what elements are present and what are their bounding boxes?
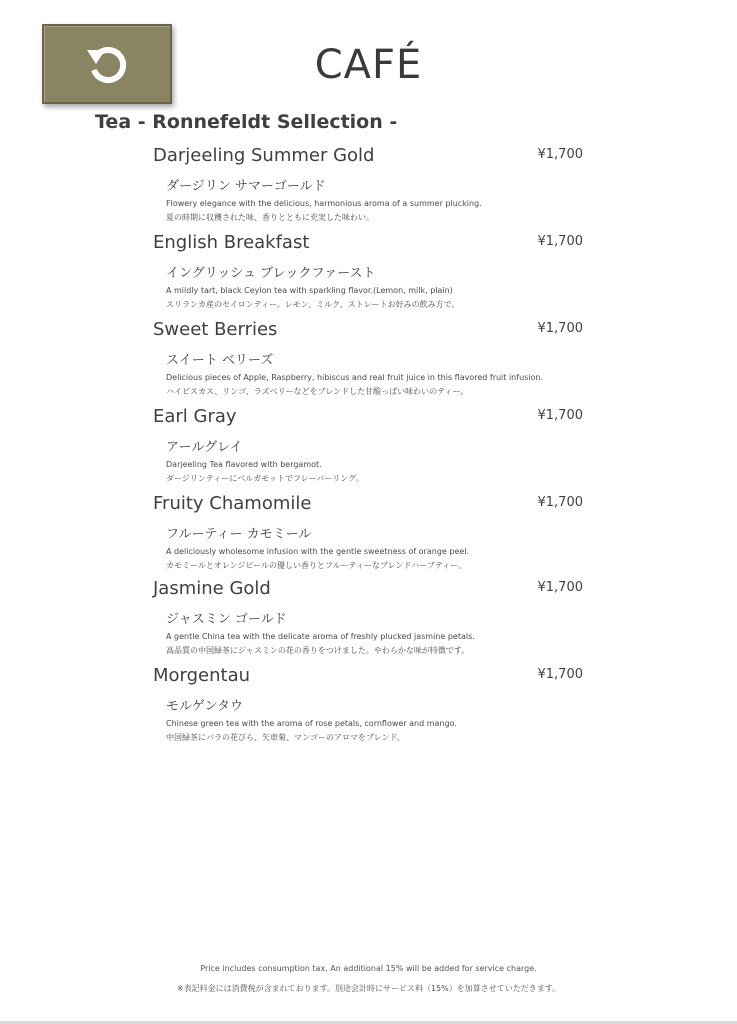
item-description-english: Flowery elegance with the delicious, harmonious aroma of a summer plucking. (166, 199, 482, 208)
menu-item (153, 578, 593, 658)
item-name-japanese: モルゲンタウ (166, 699, 243, 714)
service-charge-note-japanese: ※表記料金には消費税が含まれております。別途会計時にサービス料（15%）を加算させていただきます。 (176, 984, 561, 993)
item-name: Fruity Chamomile (153, 493, 312, 514)
item-price: ¥1,700 (537, 667, 583, 682)
item-name-japanese: イングリッシュ ブレックファースト (166, 266, 376, 281)
item-description-english: A mildly tart, black Ceylon tea with sparkling flavor.(Lemon, milk, plain) (166, 286, 453, 295)
item-description-japanese: カモミールとオレンジピールの優しい香りとフルーティーなブレンドハーブティー。 (166, 561, 466, 570)
item-description-japanese: 夏の時期に収穫された味、香りとともに充実した味わい。 (166, 213, 374, 222)
menu-item (153, 665, 593, 745)
item-name-japanese: スイート ベリーズ (166, 353, 274, 368)
item-description-japanese: スリランカ産のセイロンティー。レモン、ミルク、ストレートお好みの飲み方で。 (166, 300, 460, 309)
menu-item (153, 319, 593, 399)
item-description-english: Delicious pieces of Apple, Raspberry, hibiscus and real fruit juice in this flavored fruit infusion. (166, 373, 544, 382)
item-name: Sweet Berries (153, 319, 278, 340)
item-description-japanese: 高品質の中国緑茶にジャスミンの花の香りをつけました。やわらかな味が特徴です。 (166, 646, 470, 655)
item-description-english: A deliciously wholesome infusion with the gentle sweetness of orange peel. (166, 547, 470, 556)
item-description-japanese: 中国緑茶にバラの花びら、矢車菊、マンゴーのアロマをブレンド。 (166, 733, 405, 742)
item-name: Darjeeling Summer Gold (153, 145, 375, 166)
item-description-japanese: ダージリンティーにベルガモットでフレーバーリング。 (166, 474, 364, 483)
section-heading: Tea - Ronnefeldt Sellection - (95, 111, 398, 133)
item-price: ¥1,700 (537, 234, 583, 249)
menu-item (153, 406, 593, 486)
item-name: Jasmine Gold (153, 578, 271, 599)
item-name: Morgentau (153, 665, 251, 686)
item-name-japanese: ダージリン サマーゴールド (166, 179, 326, 194)
item-name: Earl Gray (153, 406, 237, 427)
menu-item (153, 145, 593, 225)
page-title: CAFÉ (314, 42, 423, 88)
item-description-english: A gentle China tea with the delicate aroma of freshly plucked jasmine petals. (166, 632, 475, 641)
item-price: ¥1,700 (537, 495, 583, 510)
item-name-japanese: フルーティー カモミール (166, 527, 312, 542)
menu-item (153, 232, 593, 312)
item-price: ¥1,700 (537, 580, 583, 595)
item-description-english: Darjeeling Tea flavored with bergamot. (166, 460, 322, 469)
item-price: ¥1,700 (537, 147, 583, 162)
item-description-japanese: ハイビスカス、リンゴ、ラズベリーなどをブレンドした甘酸っぱい味わいのティー。 (166, 387, 469, 396)
service-charge-note: Price includes consumption tax. An additional 15% will be added for service charge. (200, 964, 537, 973)
item-price: ¥1,700 (537, 408, 583, 423)
item-price: ¥1,700 (537, 321, 583, 336)
item-description-english: Chinese green tea with the aroma of rose petals, cornflower and mango. (166, 719, 457, 728)
item-name-japanese: アールグレイ (166, 440, 243, 455)
menu-item (153, 493, 593, 573)
item-name-japanese: ジャスミン ゴールド (166, 612, 287, 627)
item-name: English Breakfast (153, 232, 310, 253)
